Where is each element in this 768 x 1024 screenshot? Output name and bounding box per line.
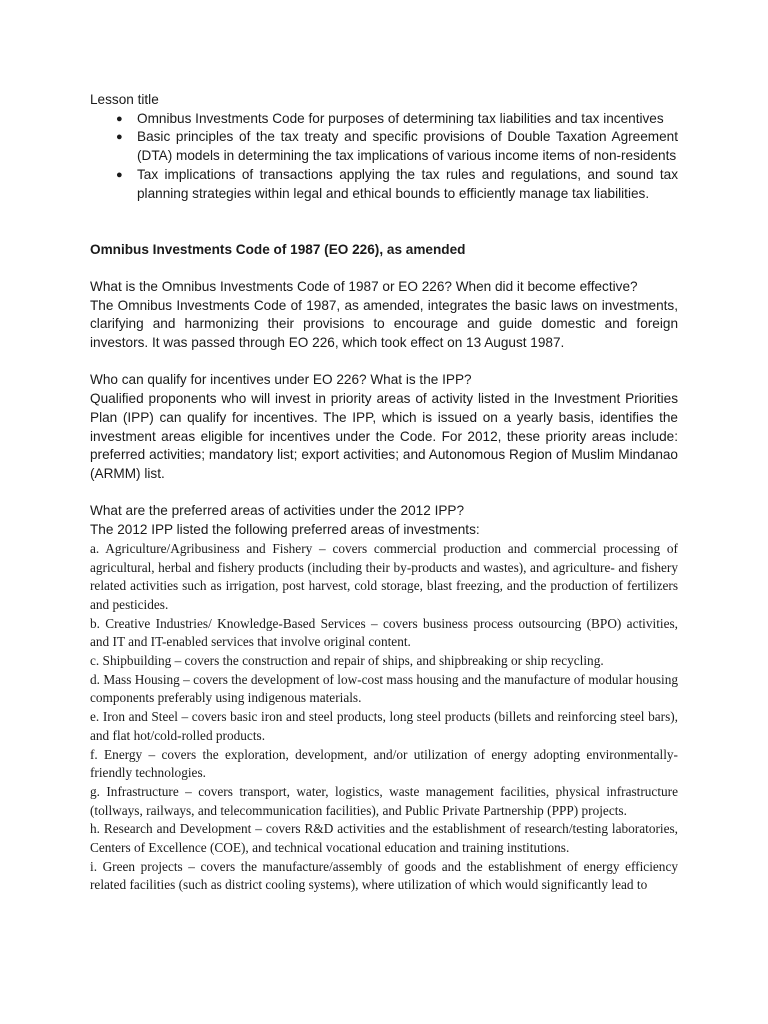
list-item: d. Mass Housing – covers the development of low-cost mass housing and the manufacture of modular housing components preferably using indigenous materials. bbox=[90, 671, 678, 706]
list-item: f. Energy – covers the exploration, development, and/or utilization of energy adopting environmentally-friendly technologies. bbox=[90, 746, 678, 781]
question-1: What is the Omnibus Investments Code of 1987 or EO 226? When did it become effective? bbox=[90, 278, 638, 294]
list-item: c. Shipbuilding – covers the construction and repair of ships, and shipbreaking or ship recycling. bbox=[90, 653, 604, 669]
bullet-icon: ● bbox=[116, 131, 123, 144]
list-item: g. Infrastructure – covers transport, water, logistics, waste management facilities, physical infrastructure (tollways, railways, and telecommunication facilities), and Public Private Partnership (PPP) projects. bbox=[90, 783, 678, 818]
preferred-areas-list bbox=[90, 540, 678, 895]
list-item: ● Omnibus Investments Code for purposes of determining tax liabilities and tax incentives bbox=[90, 110, 678, 129]
question-2: Who can qualify for incentives under EO 226? What is the IPP? bbox=[90, 372, 472, 388]
list-item: ● Tax implications of transactions applying the tax rules and regulations, and sound tax planning strategies within legal and ethical bounds to efficiently manage tax liabilities. bbox=[116, 166, 678, 201]
list-item: ● Basic principles of the tax treaty and specific provisions of Double Taxation Agreement (DTA) models in determining the tax implications of various income items of non-residents bbox=[116, 129, 678, 164]
list-item: e. Iron and Steel – covers basic iron and steel products, long steel products (billets and reinforcing steel bars), and flat hot/cold-rolled products. bbox=[90, 709, 678, 743]
section-heading: Omnibus Investments Code of 1987 (EO 226), as amended bbox=[90, 241, 466, 257]
list-item: a. Agriculture/Agribusiness and Fishery – covers commercial production and commercial processing of agricultural, herbal and fishery products (including their by-products and wastes), and agriculture- and fishery related activities such as irrigation, post harvest, cold storage, blast freezing, and the production of fertilizers and pesticides. bbox=[90, 540, 678, 612]
lesson-title: Lesson title bbox=[90, 92, 159, 107]
section-block bbox=[90, 241, 678, 540]
answer-3: The 2012 IPP listed the following preferred areas of investments: bbox=[90, 522, 480, 538]
list-item: h. Research and Development – covers R&D activities and the establishment of research/testing laboratories, Centers of Excellence (COE), and technical vocational education and training institutions. bbox=[90, 821, 678, 856]
lesson-bullet-list bbox=[90, 110, 678, 204]
list-item: i. Green projects – covers the manufacture/assembly of goods and the establishment of energy efficiency related facilities (such as district cooling systems), where utilization of which would significantly lead to bbox=[90, 858, 678, 893]
bullet-icon: ● bbox=[116, 112, 123, 125]
bullet-icon: ● bbox=[116, 168, 123, 181]
answer-2: Qualified proponents who will invest in priority areas of activity listed in the Investment Priorities Plan (IPP) can qualify for incentives. The IPP, which is issued on a yearly basis, identifies the investment areas eligible for incentives under the Code. For 2012, these priority areas include: preferred activities; mandatory list; export activities; and Autonomous Region of Muslim Mindanao (ARMM) list. bbox=[90, 391, 678, 481]
document-page bbox=[90, 91, 678, 895]
answer-1: The Omnibus Investments Code of 1987, as amended, integrates the basic laws on investments, clarifying and harmonizing their provisions to encourage and guide domestic and foreign investors. It was passed through EO 226, which took effect on 13 August 1987. bbox=[90, 297, 678, 351]
lesson-block bbox=[90, 91, 678, 203]
question-3: What are the preferred areas of activities under the 2012 IPP? bbox=[90, 503, 465, 519]
list-item: b. Creative Industries/ Knowledge-Based Services – covers business process outsourcing (BPO) activities, and IT and IT-enabled services that involve original content. bbox=[90, 615, 678, 650]
